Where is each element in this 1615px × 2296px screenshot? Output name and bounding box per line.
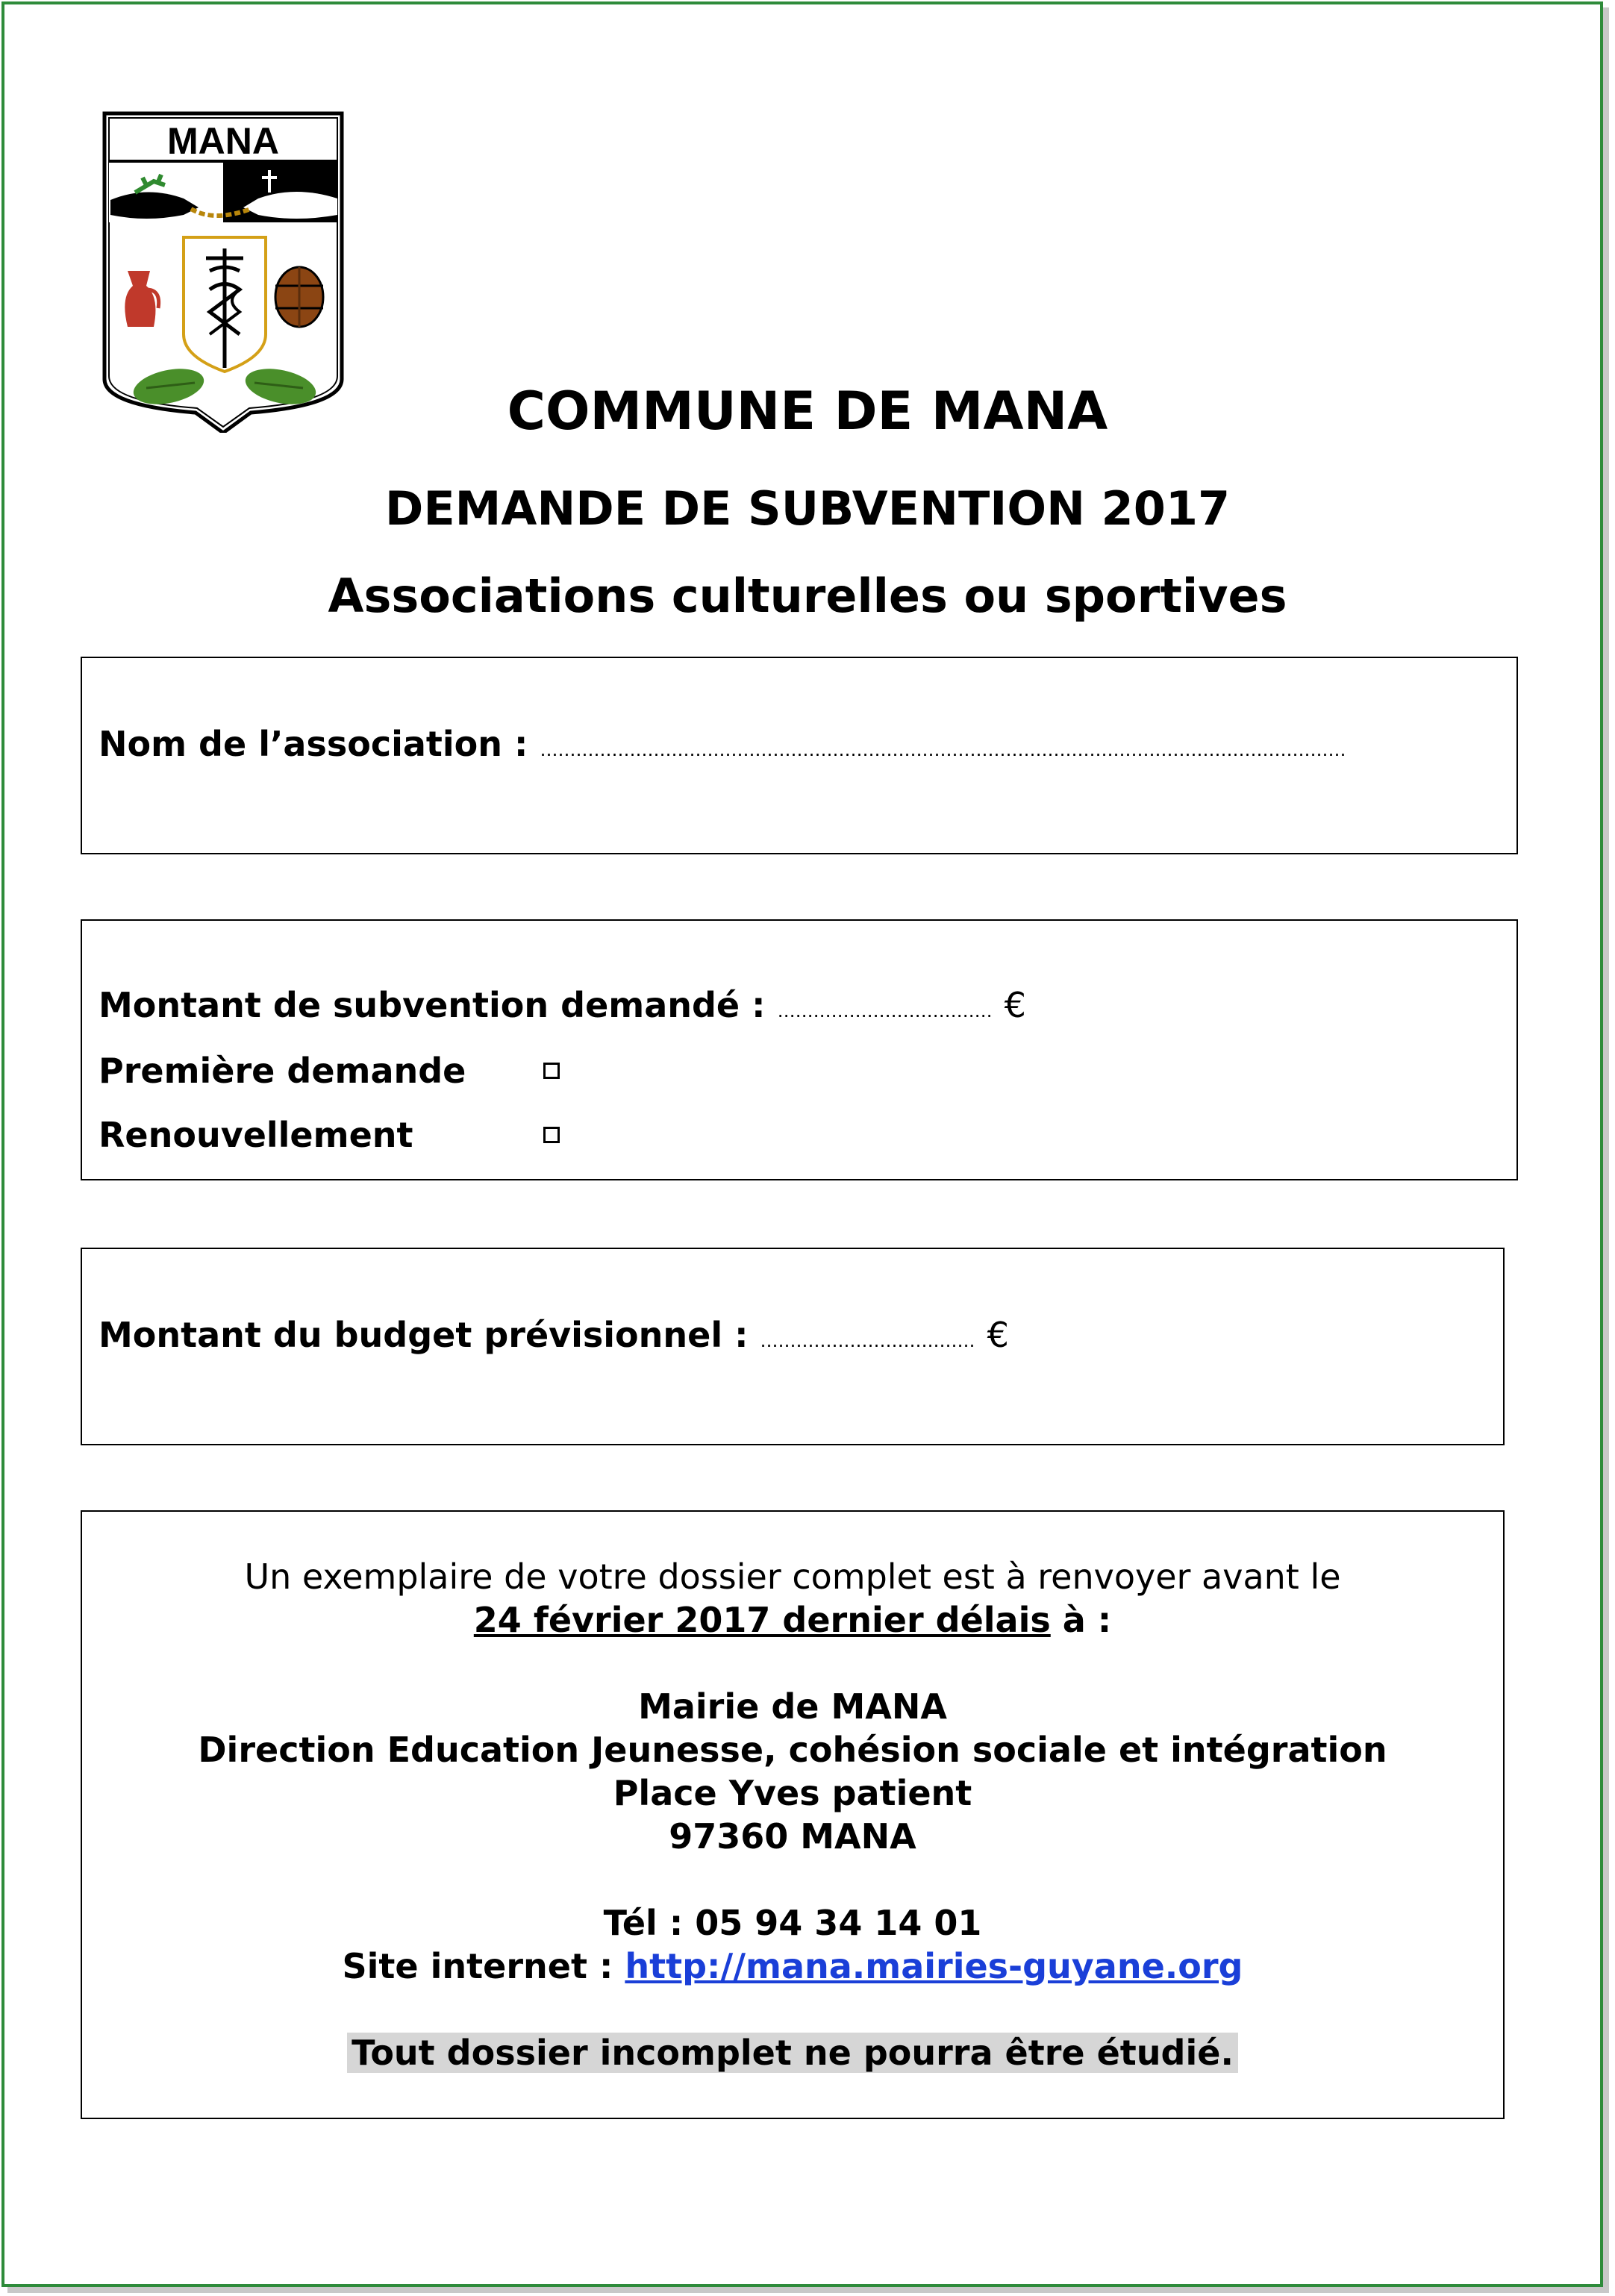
form-title: DEMANDE DE SUBVENTION 2017 [384,481,1231,536]
renewal-label: Renouvellement [99,1115,413,1155]
budget-label: Montant du budget prévisionnel : [99,1315,749,1355]
barrel-icon [275,267,323,327]
budget-box [81,1248,1505,1445]
submission-intro: Un exemplaire de votre dossier complet est à renvoyer avant le [244,1557,1341,1597]
commune-title: COMMUNE DE MANA [507,381,1108,442]
submission-info-box [81,1510,1505,2119]
deadline-suffix: à : [1050,1600,1112,1640]
renewal-checkbox[interactable] [543,1127,560,1143]
subsidy-request-box [81,919,1518,1180]
form-subtitle: Associations culturelles ou sportives [328,569,1287,623]
crest-label: MANA [167,120,279,162]
association-name-field[interactable]: ……………………………………………………………………………………………………………………… [540,739,1346,760]
incomplete-warning: Tout dossier incomplet ne pourra être étudié. [347,2033,1238,2073]
first-request-label: Première demande [99,1051,466,1091]
address-department: Direction Education Jeunesse, cohésion sociale et intégration [198,1730,1387,1770]
website-label: Site internet : [342,1946,625,1986]
budget-field[interactable]: ……………………………… [760,1330,975,1351]
subsidy-amount-field[interactable]: ……………………………… [777,1001,993,1022]
phone-number: Tél : 05 94 34 14 01 [603,1903,982,1943]
association-name-label: Nom de l’association : [99,724,528,764]
website-link[interactable]: http://mana.mairies-guyane.org [625,1946,1243,1986]
submission-deadline: 24 février 2017 dernier délais [473,1600,1051,1640]
first-request-checkbox[interactable] [543,1063,560,1079]
subsidy-currency: € [1004,985,1026,1025]
address-street: Place Yves patient [613,1773,972,1813]
association-name-box [81,657,1518,854]
budget-currency: € [987,1315,1009,1355]
subsidy-amount-label: Montant de subvention demandé : [99,985,766,1025]
address-name: Mairie de MANA [638,1686,947,1727]
address-city: 97360 MANA [669,1816,916,1856]
